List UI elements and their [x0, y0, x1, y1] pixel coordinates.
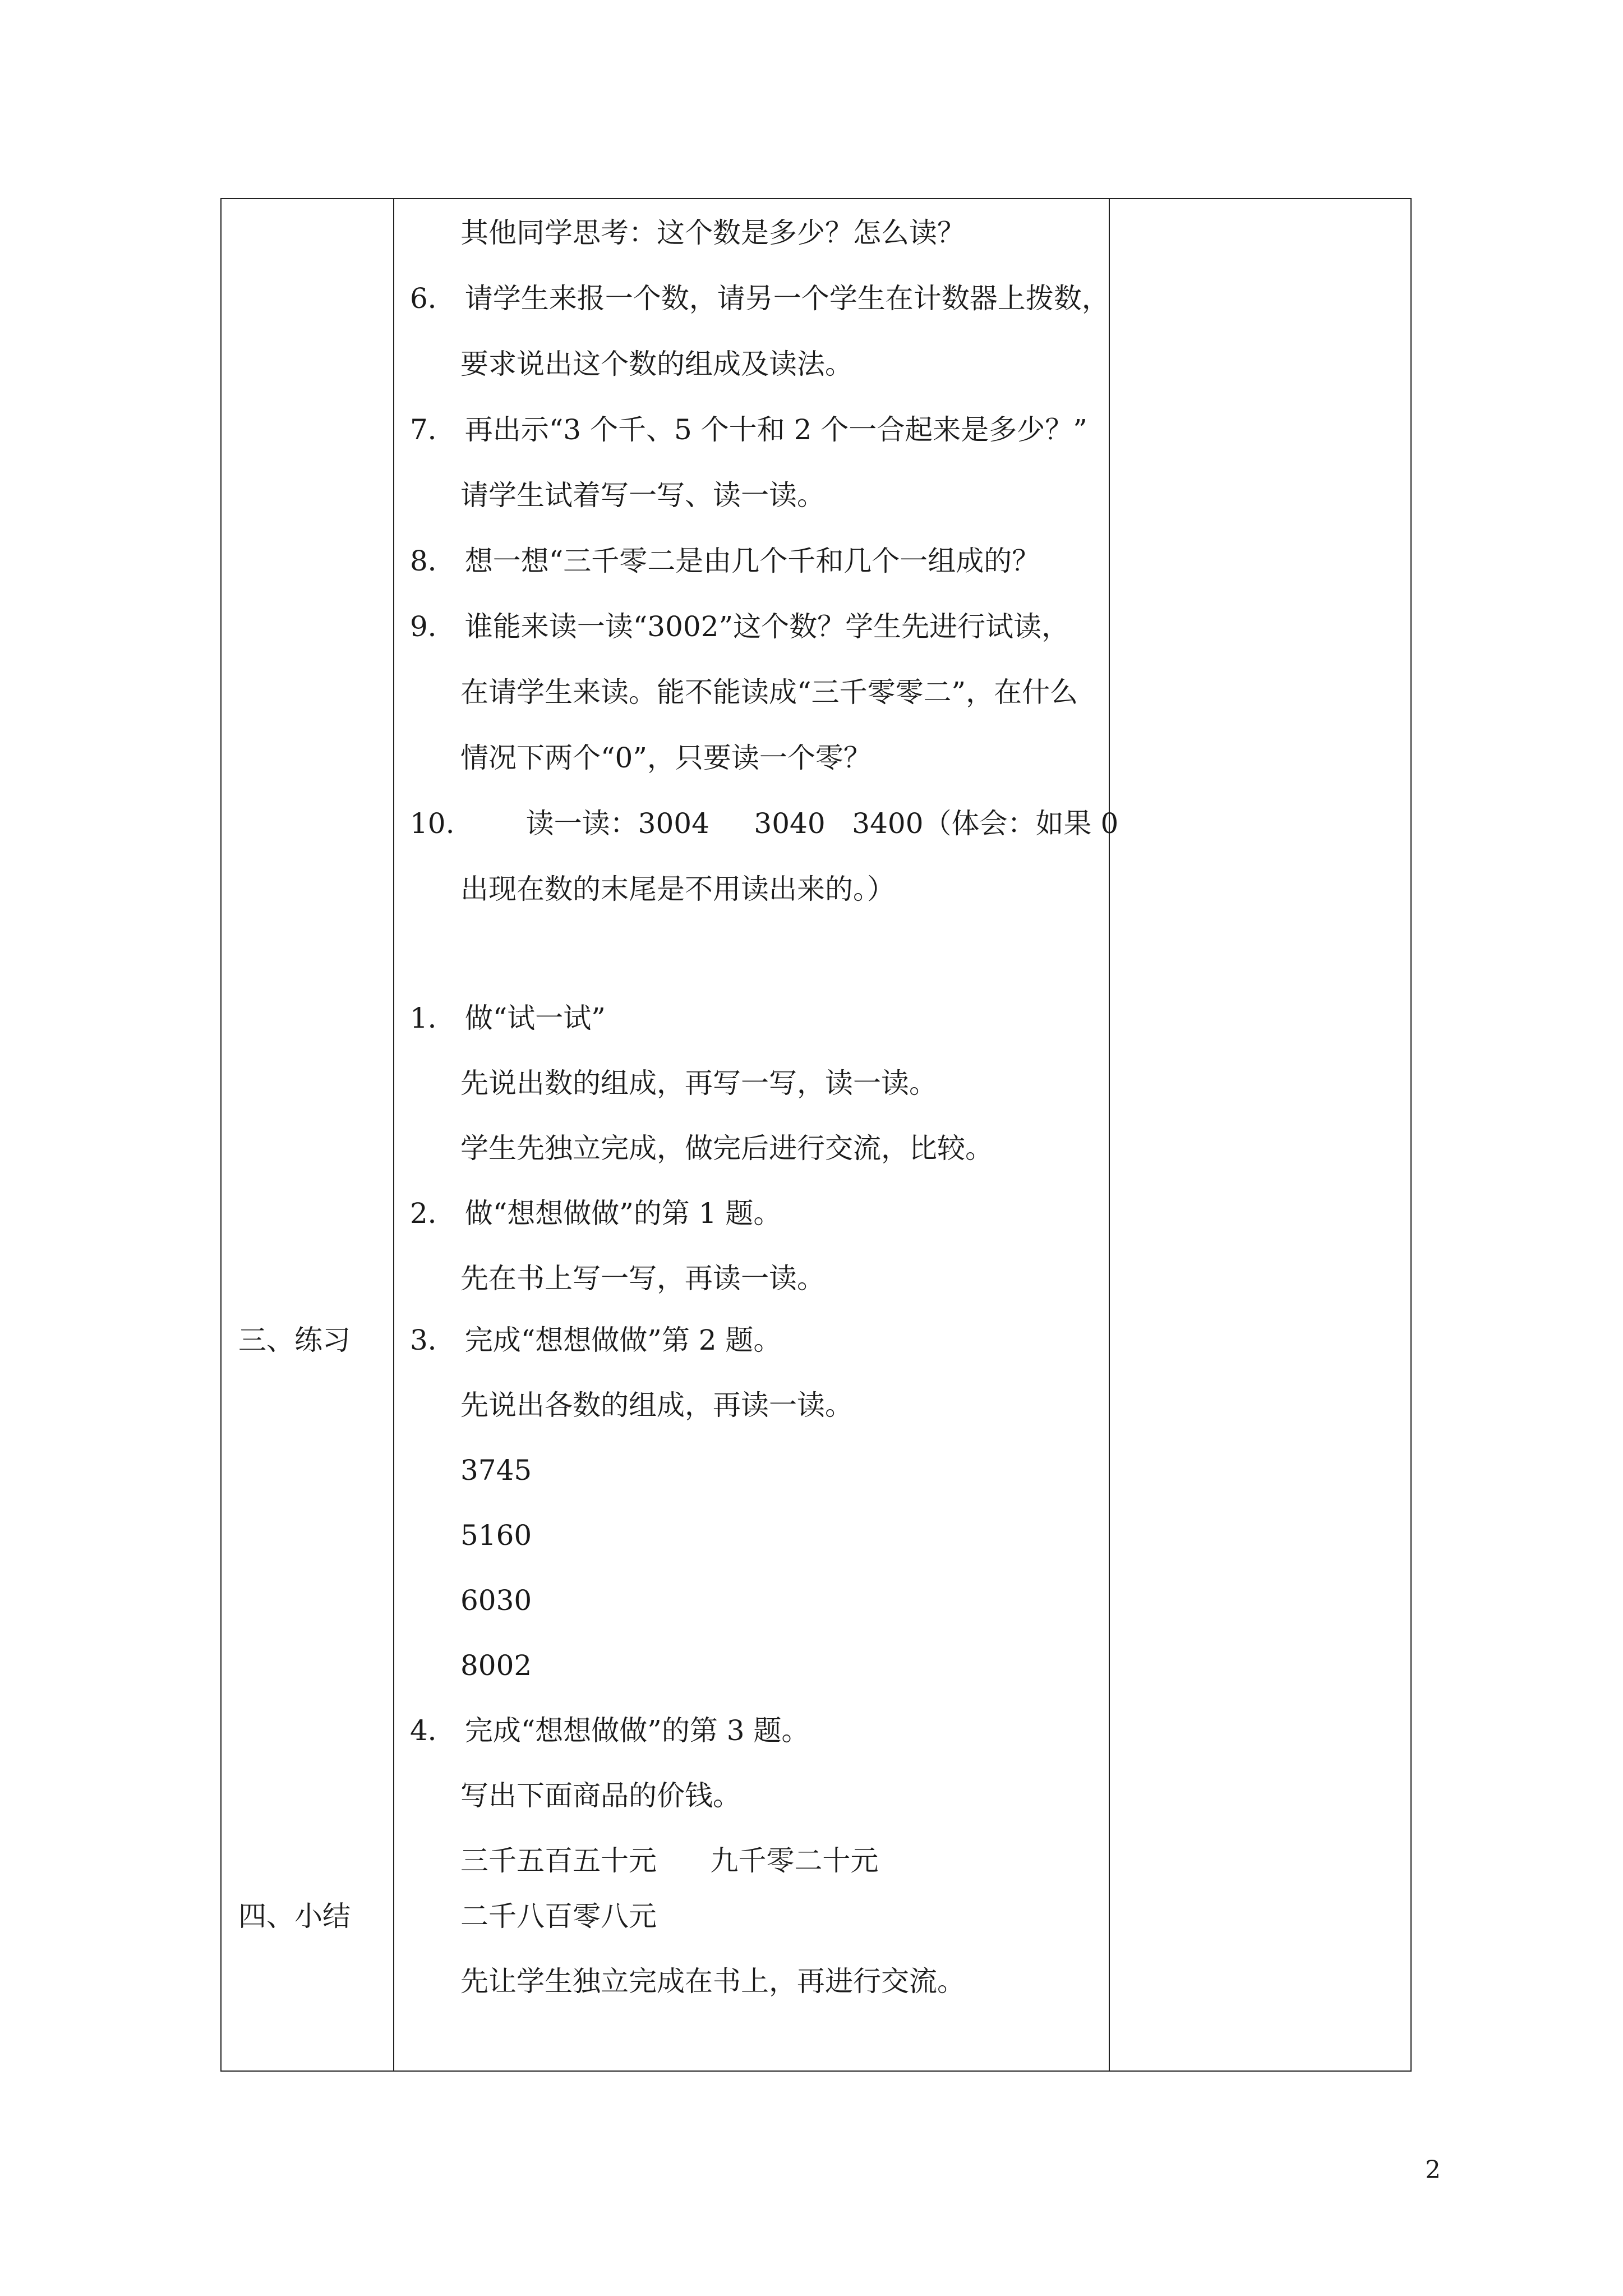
text-line: 先在书上写一写，再读一读。: [460, 1262, 825, 1295]
page-number: 2: [1425, 2156, 1441, 2184]
number-item: 5160: [460, 1519, 532, 1552]
text-line: 7． 再出示“3 个千、5 个十和 2 个一合起来是多少？”: [410, 413, 1087, 446]
text-line: 先说出各数的组成，再读一读。: [460, 1389, 853, 1421]
text-line: 请学生试着写一写、读一读。: [460, 479, 825, 512]
section-practice: 三、练习: [238, 1324, 351, 1356]
text-line: 要求说出这个数的组成及读法。: [460, 348, 853, 380]
text-line: 其他同学思考：这个数是多少？怎么读？: [460, 217, 965, 249]
number-item: 3745: [460, 1454, 532, 1487]
text-line: 写出下面商品的价钱。: [460, 1779, 741, 1812]
text-line: 1． 做“试一试”: [410, 1002, 606, 1034]
column-divider-1: [393, 199, 394, 2070]
lesson-table: [220, 198, 1412, 2072]
text-line: 10. 读一读：3004 3040 3400（体会：如果 0: [410, 807, 1119, 840]
text-line: 出现在数的末尾是不用读出来的。）: [460, 873, 895, 905]
text-line: 4． 完成“想想做做”的第 3 题。: [410, 1714, 810, 1747]
text-line: 情况下两个“0”，只要读一个零？: [460, 742, 872, 774]
text-line: 8． 想一想“三千零二是由几个千和几个一组成的？: [410, 545, 1040, 577]
text-line: 三千五百五十元 九千零二十元: [460, 1844, 879, 1877]
text-line: 3． 完成“想想做做”第 2 题。: [410, 1324, 782, 1356]
text-line: 二千八百零八元: [460, 1900, 657, 1932]
column-divider-2: [1109, 199, 1110, 2070]
text-line: 2． 做“想想做做”的第 1 题。: [410, 1197, 782, 1230]
text-line: 先说出数的组成，再写一写，读一读。: [460, 1067, 937, 1099]
text-line: 在请学生来读。能不能读成“三千零零二”，在什么: [460, 676, 1078, 708]
text-line: 学生先独立完成，做完后进行交流，比较。: [460, 1132, 993, 1165]
text-line: 6． 请学生来报一个数，请另一个学生在计数器上拨数，: [410, 282, 1110, 315]
section-summary: 四、小结: [238, 1900, 351, 1932]
number-item: 8002: [460, 1649, 532, 1682]
text-line: 9． 谁能来读一读“3002”这个数？学生先进行试读，: [410, 610, 1070, 643]
text-line: 先让学生独立完成在书上，再进行交流。: [460, 1965, 965, 1998]
number-item: 6030: [460, 1584, 532, 1617]
